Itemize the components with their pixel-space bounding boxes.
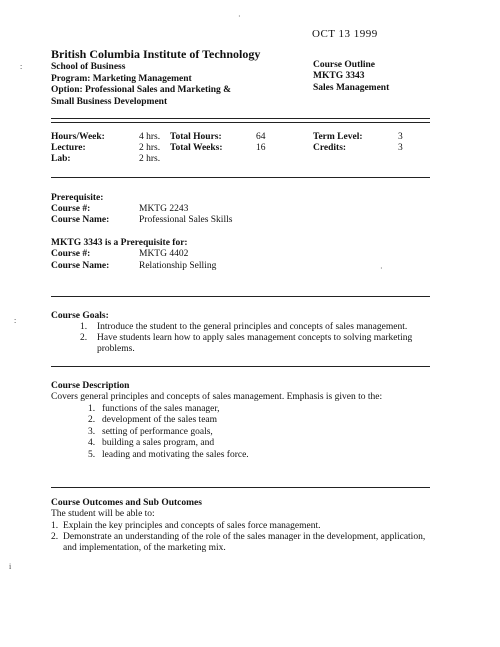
prereq-course-num-value: MKTG 2243 bbox=[139, 204, 189, 214]
description-item bbox=[88, 438, 214, 449]
program-line: Program: Marketing Management bbox=[51, 73, 192, 84]
total-weeks-value: 16 bbox=[256, 143, 266, 153]
lab-value: 2 hrs. bbox=[139, 154, 161, 164]
description-item-text: setting of performance goals, bbox=[102, 427, 213, 437]
course-title: Sales Management bbox=[313, 82, 390, 93]
prereq-for-course-num-label: Course #: bbox=[51, 249, 91, 259]
scan-speck: · bbox=[238, 12, 241, 21]
hours-week-value: 4 hrs. bbox=[139, 132, 161, 142]
lecture-value: 2 hrs. bbox=[139, 143, 161, 153]
description-item-text: leading and motivating the sales force. bbox=[102, 450, 249, 460]
description-item-text: development of the sales team bbox=[102, 415, 218, 425]
date-stamp: OCT 13 1999 bbox=[312, 28, 378, 40]
header-right bbox=[313, 60, 389, 94]
total-hours-value: 64 bbox=[256, 132, 266, 142]
scan-speck: : bbox=[20, 62, 23, 71]
scan-speck: · bbox=[380, 264, 383, 273]
outcomes-intro: The student will be able to: bbox=[51, 509, 155, 519]
description-item-number: 1. bbox=[88, 404, 96, 414]
divider bbox=[51, 177, 430, 178]
description-item bbox=[88, 404, 220, 415]
prerequisite-title: Prerequisite: bbox=[51, 193, 104, 203]
school-name: School of Business bbox=[51, 62, 126, 73]
outcome-number: 2. bbox=[51, 532, 59, 542]
total-hours-label: Total Hours: bbox=[170, 132, 222, 142]
option-line-1: Option: Professional Sales and Marketing & bbox=[51, 85, 232, 96]
institution-name: British Columbia Institute of Technology bbox=[51, 47, 261, 61]
description-item-text: functions of the sales manager, bbox=[102, 404, 220, 414]
prereq-course-name-label: Course Name: bbox=[51, 215, 110, 225]
goal-text: Have students learn how to apply sales management concepts to solving marketing problems. bbox=[97, 333, 413, 355]
option-line-2: Small Business Development bbox=[51, 96, 168, 107]
lecture-label: Lecture: bbox=[51, 143, 86, 153]
divider bbox=[51, 118, 430, 119]
goal-number: 1. bbox=[80, 322, 88, 332]
lab-label: Lab: bbox=[51, 154, 71, 164]
description-title: Course Description bbox=[51, 381, 130, 391]
divider bbox=[51, 122, 430, 123]
total-weeks-label: Total Weeks: bbox=[170, 143, 223, 153]
goal-number: 2. bbox=[80, 333, 88, 343]
description-item-number: 3. bbox=[88, 427, 96, 437]
divider bbox=[51, 296, 430, 297]
outcome-text: Demonstrate an understanding of the role of the sales manager in the development, application, and implementation, of the marketing mix. bbox=[63, 532, 426, 554]
term-level-label: Term Level: bbox=[313, 132, 363, 142]
description-item bbox=[88, 415, 217, 426]
hours-week-label: Hours/Week: bbox=[51, 132, 105, 142]
prereq-for-course-name-value: Relationship Selling bbox=[139, 261, 217, 271]
outcome-text: Explain the key principles and concepts of sales force management. bbox=[63, 521, 321, 531]
description-item-number: 5. bbox=[88, 450, 96, 460]
doc-type: Course Outline bbox=[313, 60, 376, 70]
divider bbox=[51, 487, 430, 488]
description-item bbox=[88, 450, 249, 461]
term-level-value: 3 bbox=[398, 132, 403, 142]
header-left bbox=[51, 47, 260, 108]
prereq-for-title: MKTG 3343 is a Prerequisite for: bbox=[51, 238, 188, 248]
outcome-number: 1. bbox=[51, 521, 59, 531]
prereq-course-num-label: Course #: bbox=[51, 204, 91, 214]
credits-label: Credits: bbox=[313, 143, 347, 153]
description-item bbox=[88, 427, 213, 438]
outcomes-title: Course Outcomes and Sub Outcomes bbox=[51, 498, 202, 508]
description-intro: Covers general principles and concepts of sales management. Emphasis is given to the: bbox=[51, 392, 383, 402]
divider bbox=[51, 366, 430, 367]
prereq-for-course-num-value: MKTG 4402 bbox=[139, 249, 189, 259]
goal-text: Introduce the student to the general principles and concepts of sales management. bbox=[97, 322, 408, 332]
description-item-number: 4. bbox=[88, 438, 96, 448]
goals-title: Course Goals: bbox=[51, 311, 109, 321]
prereq-for-course-name-label: Course Name: bbox=[51, 261, 110, 271]
description-item-number: 2. bbox=[88, 415, 96, 425]
description-item-text: building a sales program, and bbox=[102, 438, 215, 448]
scan-speck: i bbox=[9, 562, 12, 571]
credits-value: 3 bbox=[398, 143, 403, 153]
course-code: MKTG 3343 bbox=[313, 71, 365, 82]
prereq-course-name-value: Professional Sales Skills bbox=[139, 215, 233, 225]
scan-speck: : bbox=[14, 316, 17, 325]
